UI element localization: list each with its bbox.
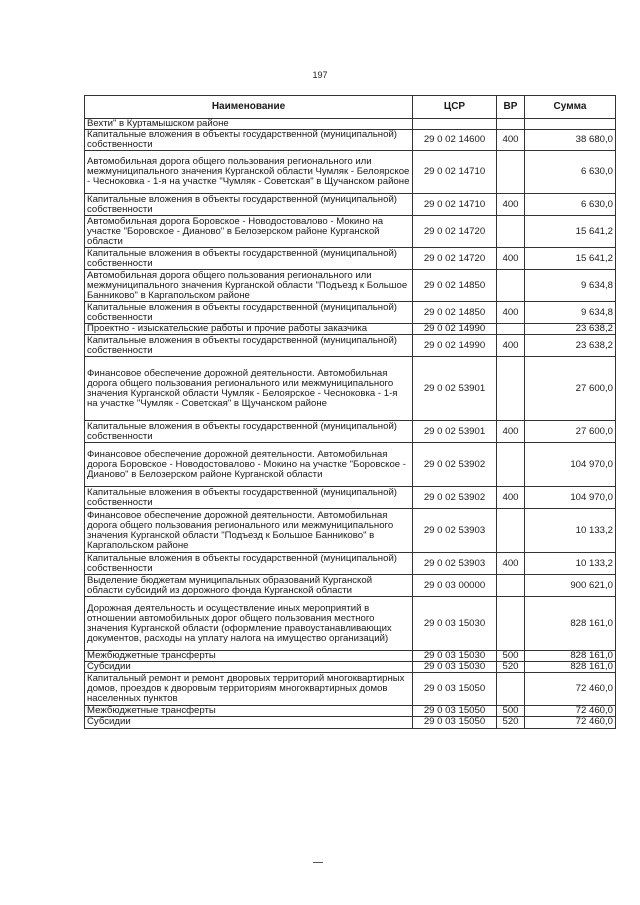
vr-cell xyxy=(497,597,525,651)
vr-cell xyxy=(497,324,525,335)
name-cell: Дорожная деятельность и осуществление иных мероприятий в отношении автомобильных дорог общего пользования местного значения Курганской области (оформление правоустанавливающих документов, расходы на уплату налога на имущество организаций) xyxy=(85,597,413,651)
table-row xyxy=(85,706,616,717)
name-cell: Капитальные вложения в объекты государственной (муниципальной) собственности xyxy=(85,487,413,509)
vr-cell: 400 xyxy=(497,130,525,151)
sum-cell: 828 161,0 xyxy=(525,597,616,651)
vr-cell xyxy=(497,216,525,248)
name-cell: Финансовое обеспечение дорожной деятельности. Автомобильная дорога общего пользования регионального или межмуниципального значения Курганской области "Подъезд к Большое Банниково" в Каргапольском районе xyxy=(85,509,413,553)
name-cell: Капитальные вложения в объекты государственной (муниципальной) собственности xyxy=(85,421,413,443)
sum-cell: 72 460,0 xyxy=(525,673,616,706)
table-row xyxy=(85,651,616,662)
name-cell: Финансовое обеспечение дорожной деятельности. Автомобильная дорога общего пользования регионального или межмуниципального значения Курганской области Чумляк - Белоярское - Чесноковка - 1-я на участке "Чумляк - Советская" в Щучанском районе xyxy=(85,357,413,421)
vr-cell: 400 xyxy=(497,553,525,575)
csr-cell xyxy=(413,119,497,130)
vr-cell xyxy=(497,151,525,194)
csr-cell: 29 0 02 53901 xyxy=(413,421,497,443)
name-cell: Выделение бюджетам муниципальных образований Курганской области субсидий из дорожного фонда Курганской области xyxy=(85,575,413,597)
sum-cell: 9 634,8 xyxy=(525,302,616,324)
name-cell: Субсидии xyxy=(85,662,413,673)
csr-cell: 29 0 03 15050 xyxy=(413,706,497,717)
sum-cell: 104 970,0 xyxy=(525,443,616,487)
name-cell: Субсидии xyxy=(85,717,413,728)
vr-cell: 500 xyxy=(497,651,525,662)
sum-cell: 38 680,0 xyxy=(525,130,616,151)
csr-cell: 29 0 03 15030 xyxy=(413,662,497,673)
table-row xyxy=(85,302,616,324)
sum-cell xyxy=(525,119,616,130)
vr-cell: 400 xyxy=(497,421,525,443)
table-row xyxy=(85,673,616,706)
name-cell: Капитальные вложения в объекты государственной (муниципальной) собственности xyxy=(85,553,413,575)
vr-cell: 400 xyxy=(497,302,525,324)
vr-cell: 520 xyxy=(497,717,525,728)
table-row xyxy=(85,324,616,335)
csr-cell: 29 0 02 14990 xyxy=(413,335,497,357)
csr-cell: 29 0 03 15050 xyxy=(413,673,497,706)
sum-cell: 900 621,0 xyxy=(525,575,616,597)
table-row xyxy=(85,130,616,151)
sum-cell: 10 133,2 xyxy=(525,509,616,553)
csr-cell: 29 0 03 15030 xyxy=(413,597,497,651)
header-name: Наименование xyxy=(85,96,413,119)
csr-cell: 29 0 02 14710 xyxy=(413,151,497,194)
csr-cell: 29 0 02 14850 xyxy=(413,270,497,302)
footer-mark xyxy=(313,862,323,863)
budget-table xyxy=(84,95,616,729)
sum-cell: 828 161,0 xyxy=(525,651,616,662)
vr-cell: 400 xyxy=(497,194,525,216)
table-row xyxy=(85,662,616,673)
table-row xyxy=(85,248,616,270)
name-cell: Финансовое обеспечение дорожной деятельности. Автомобильная дорога Боровское - Новодостовалово - Мокино на участке "Боровское - Дианово" в Белозерском районе Курганской области xyxy=(85,443,413,487)
table-row xyxy=(85,421,616,443)
name-cell: Капитальные вложения в объекты государственной (муниципальной) собственности xyxy=(85,302,413,324)
vr-cell xyxy=(497,119,525,130)
csr-cell: 29 0 02 14850 xyxy=(413,302,497,324)
table-row xyxy=(85,194,616,216)
vr-cell xyxy=(497,357,525,421)
vr-cell: 400 xyxy=(497,487,525,509)
sum-cell: 15 641,2 xyxy=(525,248,616,270)
csr-cell: 29 0 02 53902 xyxy=(413,487,497,509)
csr-cell: 29 0 02 53901 xyxy=(413,357,497,421)
csr-cell: 29 0 02 53903 xyxy=(413,553,497,575)
name-cell: Автомобильная дорога Боровское - Новодостовалово - Мокино на участке "Боровское - Дианово" в Белозерском районе Курганской области xyxy=(85,216,413,248)
vr-cell xyxy=(497,575,525,597)
table-row xyxy=(85,270,616,302)
table-row xyxy=(85,553,616,575)
csr-cell: 29 0 02 14990 xyxy=(413,324,497,335)
vr-cell: 400 xyxy=(497,248,525,270)
vr-cell: 500 xyxy=(497,706,525,717)
sum-cell: 72 460,0 xyxy=(525,706,616,717)
table-row xyxy=(85,575,616,597)
csr-cell: 29 0 03 15050 xyxy=(413,717,497,728)
vr-cell xyxy=(497,270,525,302)
table-row xyxy=(85,597,616,651)
name-cell: Капитальный ремонт и ремонт дворовых территорий многоквартирных домов, проездов к дворовым территориям многоквартирных домов населенных пунктов xyxy=(85,673,413,706)
table-row xyxy=(85,509,616,553)
sum-cell: 23 638,2 xyxy=(525,335,616,357)
header-vr: ВР xyxy=(497,96,525,119)
name-cell: Автомобильная дорога общего пользования регионального или межмуниципального значения Курганской области Чумляк - Белоярское - Чесноковка - 1-я на участке "Чумляк - Советская" в Щучанском районе xyxy=(85,151,413,194)
sum-cell: 6 630,0 xyxy=(525,194,616,216)
name-cell: Проектно - изыскательские работы и прочие работы заказчика xyxy=(85,324,413,335)
sum-cell: 23 638,2 xyxy=(525,324,616,335)
table-row xyxy=(85,335,616,357)
sum-cell: 104 970,0 xyxy=(525,487,616,509)
csr-cell: 29 0 02 14720 xyxy=(413,216,497,248)
csr-cell: 29 0 02 53903 xyxy=(413,509,497,553)
table-row xyxy=(85,487,616,509)
header-sum: Сумма xyxy=(525,96,616,119)
vr-cell xyxy=(497,443,525,487)
vr-cell xyxy=(497,673,525,706)
sum-cell: 27 600,0 xyxy=(525,357,616,421)
sum-cell: 9 634,8 xyxy=(525,270,616,302)
csr-cell: 29 0 03 00000 xyxy=(413,575,497,597)
sum-cell: 6 630,0 xyxy=(525,151,616,194)
name-cell: Межбюджетные трансферты xyxy=(85,651,413,662)
name-cell: Капитальные вложения в объекты государственной (муниципальной) собственности xyxy=(85,248,413,270)
table-row xyxy=(85,119,616,130)
table-row xyxy=(85,443,616,487)
name-cell: Вехти" в Куртамышском районе xyxy=(85,119,413,130)
sum-cell: 72 460,0 xyxy=(525,717,616,728)
table-row xyxy=(85,216,616,248)
vr-cell: 400 xyxy=(497,335,525,357)
csr-cell: 29 0 02 14720 xyxy=(413,248,497,270)
csr-cell: 29 0 02 53902 xyxy=(413,443,497,487)
vr-cell: 520 xyxy=(497,662,525,673)
header-csr: ЦСР xyxy=(413,96,497,119)
name-cell: Автомобильная дорога общего пользования регионального или межмуниципального значения Курганской области "Подъезд к Большое Банниково" в Каргапольском районе xyxy=(85,270,413,302)
csr-cell: 29 0 02 14600 xyxy=(413,130,497,151)
table-row xyxy=(85,357,616,421)
header-row xyxy=(85,96,616,119)
sum-cell: 10 133,2 xyxy=(525,553,616,575)
sum-cell: 15 641,2 xyxy=(525,216,616,248)
name-cell: Капитальные вложения в объекты государственной (муниципальной) собственности xyxy=(85,335,413,357)
sum-cell: 828 161,0 xyxy=(525,662,616,673)
name-cell: Капитальные вложения в объекты государственной (муниципальной) собственности xyxy=(85,130,413,151)
name-cell: Капитальные вложения в объекты государственной (муниципальной) собственности xyxy=(85,194,413,216)
page-number: 197 xyxy=(312,70,328,80)
vr-cell xyxy=(497,509,525,553)
table-row xyxy=(85,717,616,728)
csr-cell: 29 0 03 15030 xyxy=(413,651,497,662)
name-cell: Межбюджетные трансферты xyxy=(85,706,413,717)
sum-cell: 27 600,0 xyxy=(525,421,616,443)
csr-cell: 29 0 02 14710 xyxy=(413,194,497,216)
table-row xyxy=(85,151,616,194)
